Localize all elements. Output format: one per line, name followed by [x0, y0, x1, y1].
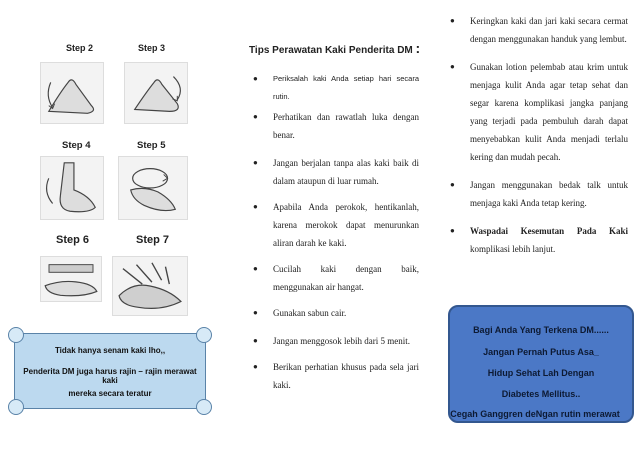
box-line-4: Diabetes Mellitus..	[501, 389, 581, 399]
tips-title-text: Tips Perawatan Kaki Penderita DM	[249, 45, 413, 56]
tip-warning-text: komplikasi lebih lanjut.	[470, 244, 556, 254]
step-4-label: Step 4	[62, 140, 91, 151]
scroll-curl	[8, 327, 24, 343]
step-4-illustration	[40, 156, 104, 220]
tip-item: ● Berikan perhatian khusus pada sela jari kaki.	[251, 358, 419, 394]
tip-item: ● Gunakan sabun cair.	[251, 304, 419, 322]
step-2-label: Step 2	[66, 43, 94, 53]
scroll-line-1: Tidak hanya senam kaki lho,,	[54, 346, 166, 355]
scroll-curl	[8, 399, 24, 415]
scroll-banner	[14, 333, 206, 409]
tip-warning-heading: Waspadai Kesemutan Pada Kaki	[470, 226, 628, 236]
tip-item: ● Periksalah kaki Anda setiap hari secara rutin.	[251, 70, 419, 106]
tip-item: ● Perhatikan dan rawatlah luka dengan benar.	[251, 108, 419, 144]
scroll-line-3: mereka secara teratur	[68, 389, 152, 398]
tip-item: ● Jangan menggunakan bedak talk untuk menjaga kaki Anda tetap kering.	[448, 176, 628, 212]
tips-list-right	[448, 12, 628, 258]
step-6-label: Step 6	[56, 234, 90, 246]
tips-list-middle	[251, 70, 419, 394]
scroll-curl	[196, 327, 212, 343]
tip-item: ● Keringkan kaki dan jari kaki secara cermat dengan menggunakan handuk yang lembut.	[448, 12, 628, 48]
tip-item: ● Gunakan lotion pelembab atau krim untuk menjaga kulit Anda agar tetap sehat dan segar karena komplikasi jangka panjang yang terjadi pada pembuluh darah dapat menyebabkan kulit Anda menjadi terlalu kering dan mudah pecah.	[448, 58, 628, 166]
step-3-label: Step 3	[138, 43, 166, 53]
box-line-3: Hidup Sehat Lah Dengan	[487, 368, 595, 378]
tip-item: ● Cucilah kaki dengan baik, menggunakan air hangat.	[251, 260, 419, 296]
left-panel	[0, 0, 215, 451]
tips-title-colon: :	[415, 40, 421, 56]
tip-item-warning	[448, 222, 628, 258]
step-2-illustration	[40, 62, 104, 124]
scroll-curl	[196, 399, 212, 415]
box-line-5: Cegah Ganggren deNgan rutin merawat	[450, 409, 620, 419]
tip-item: ● Jangan menggosok lebih dari 5 menit.	[251, 332, 419, 350]
step-3-illustration	[124, 62, 188, 124]
tips-title	[249, 40, 420, 56]
step-5-label: Step 5	[137, 140, 166, 151]
tip-item: ● Jangan berjalan tanpa alas kaki baik di dalam ataupun di luar rumah.	[251, 154, 419, 190]
middle-panel	[215, 0, 428, 451]
step-5-illustration	[118, 156, 188, 220]
box-line-2: Jangan Pernah Putus Asa_	[483, 347, 599, 357]
tip-item: ● Apabila Anda perokok, hentikanlah, karena merokok dapat menurunkan aliran darah ke kaki.	[251, 198, 419, 252]
step-7-illustration	[112, 256, 188, 316]
encouragement-box	[448, 305, 634, 423]
step-7-label: Step 7	[136, 234, 170, 246]
right-panel	[428, 0, 638, 451]
scroll-line-2: Penderita DM juga harus rajin – rajin merawat kaki	[23, 367, 197, 385]
step-6-illustration	[40, 256, 102, 302]
box-line-1: Bagi Anda Yang Terkena DM......	[473, 325, 609, 335]
